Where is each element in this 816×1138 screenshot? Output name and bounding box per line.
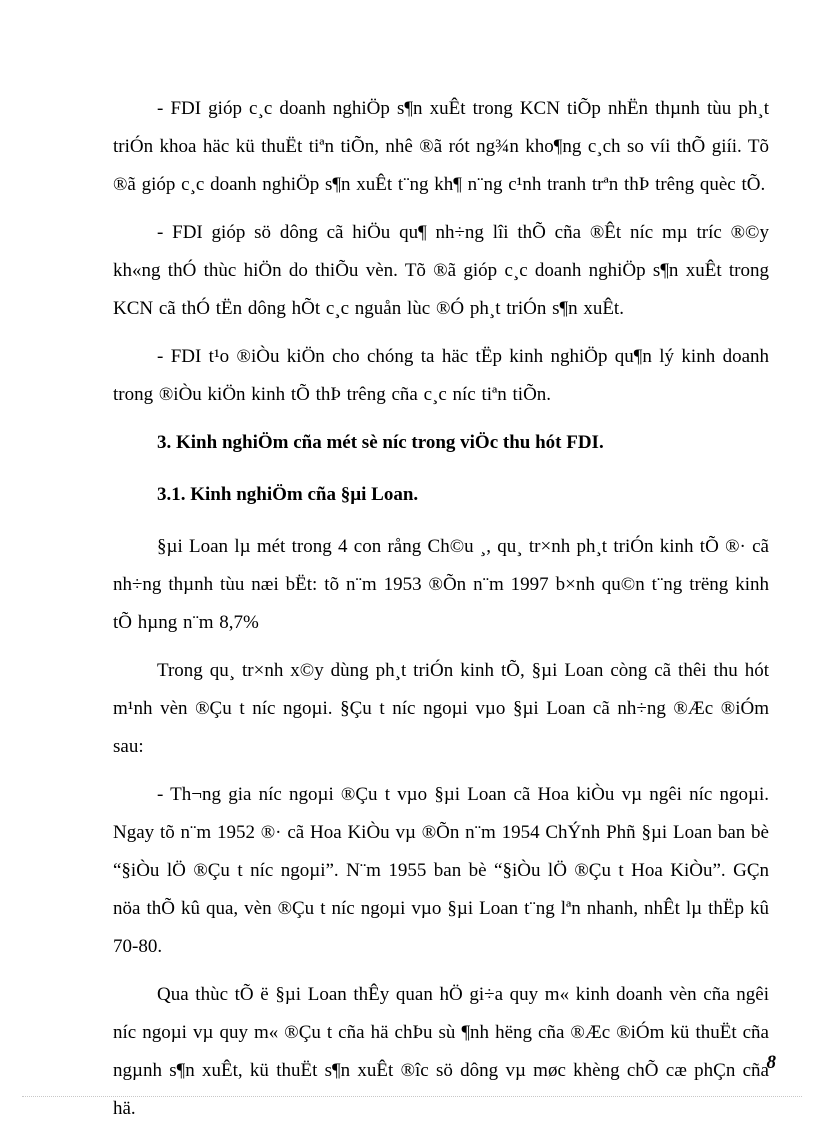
paragraph-taiwan-investment: Trong qu¸ tr×nh x©y dùng ph¸t triÓn kinh tÕ, §µi Loan còng cã thêi thu hót m¹nh vèn ®Çu t níc ngoµi. §Çu t níc ngoµi vµo §µi Loan cã nh÷ng ®Æc ®iÓm sau:: [113, 660, 769, 757]
paragraph-taiwan-overseas-chinese: - Th¬ng gia níc ngoµi ®Çu t vµo §µi Loan cã Hoa kiÒu vµ ngêi níc ngoµi. Ngay tõ n¨m 1952 ®· cã Hoa KiÒu vµ ®Õn n¨m 1954 ChÝnh Phñ §µi Loan ban bè “§iÒu lÖ ®Çu t níc ngoµi”. N¨m 1955 ban bè “§iÒu lÖ ®Çu t Hoa KiÒu”. GÇn nöa thÕ kû qua, vèn ®Çu t níc ngoµi vµo §µi Loan t¨ng lªn nhanh, nhÊt lµ thËp kû 70-80.: [113, 784, 769, 957]
subsection-heading-taiwan: 3.1. Kinh nghiÖm cña §µi Loan.: [157, 484, 419, 505]
paragraph-fdi-management: - FDI t¹o ®iÒu kiÖn cho chóng ta häc tËp kinh nghiÖp qu¶n lý kinh doanh trong ®iÒu kiÖn kinh tÕ thÞ trêng cña c¸c níc tiªn tiÕn.: [113, 346, 769, 405]
paragraph-fdi-technology: - FDI gióp c¸c doanh nghiÖp s¶n xuÊt trong KCN tiÕp nhËn thµnh tùu ph¸t triÓn khoa häc kü thuËt tiªn tiÕn, nhê ®ã rót ng¾n kho¶ng c¸ch so víi thÕ giíi. Tõ ®ã gióp c¸c doanh nghiÖp s¶n xuÊt t¨ng kh¶ n¨ng c¹nh tranh trªn thÞ trêng quèc tÕ.: [113, 98, 769, 195]
text-column: [113, 90, 769, 1138]
paragraph-fdi-advantages: - FDI gióp sö dông cã hiÖu qu¶ nh÷ng lîi thÕ cña ®Êt níc mµ tríc ®©y kh«ng thÓ thùc hiÖn do thiÕu vèn. Tõ ®ã gióp c¸c doanh nghiÖp s¶n xuÊt trong KCN cã thÓ tËn dông hÕt c¸c nguån lùc ®Ó ph¸t triÓn s¶n xuÊt.: [113, 222, 769, 319]
page-number: 8: [766, 1052, 776, 1073]
paragraph-taiwan-scale: Qua thùc tÕ ë §µi Loan thÊy quan hÖ gi÷a quy m« kinh doanh vèn cña ngêi níc ngoµi vµ quy m« ®Çu t cña hä chÞu sù ¶nh hëng cña ®Æc ®iÓm kü thuËt cña ngµnh s¶n xuÊt, kü thuËt s¶n xuÊt ®îc sö dông vµ møc khèng chÕ cæ phÇn cña hä.: [113, 984, 769, 1119]
footer-divider: [22, 1096, 802, 1097]
section-heading-experience: 3. Kinh nghiÖm cña mét sè níc trong viÖc thu hót FDI.: [157, 432, 604, 453]
paragraph-taiwan-growth: §µi Loan lµ mét trong 4 con rång Ch©u ¸, qu¸ tr×nh ph¸t triÓn kinh tÕ ®· cã nh÷ng thµnh tùu næi bËt: tõ n¨m 1953 ®Õn n¨m 1997 b×nh qu©n t¨ng trëng kinh tÕ hµng n¨m 8,7%: [113, 536, 769, 633]
